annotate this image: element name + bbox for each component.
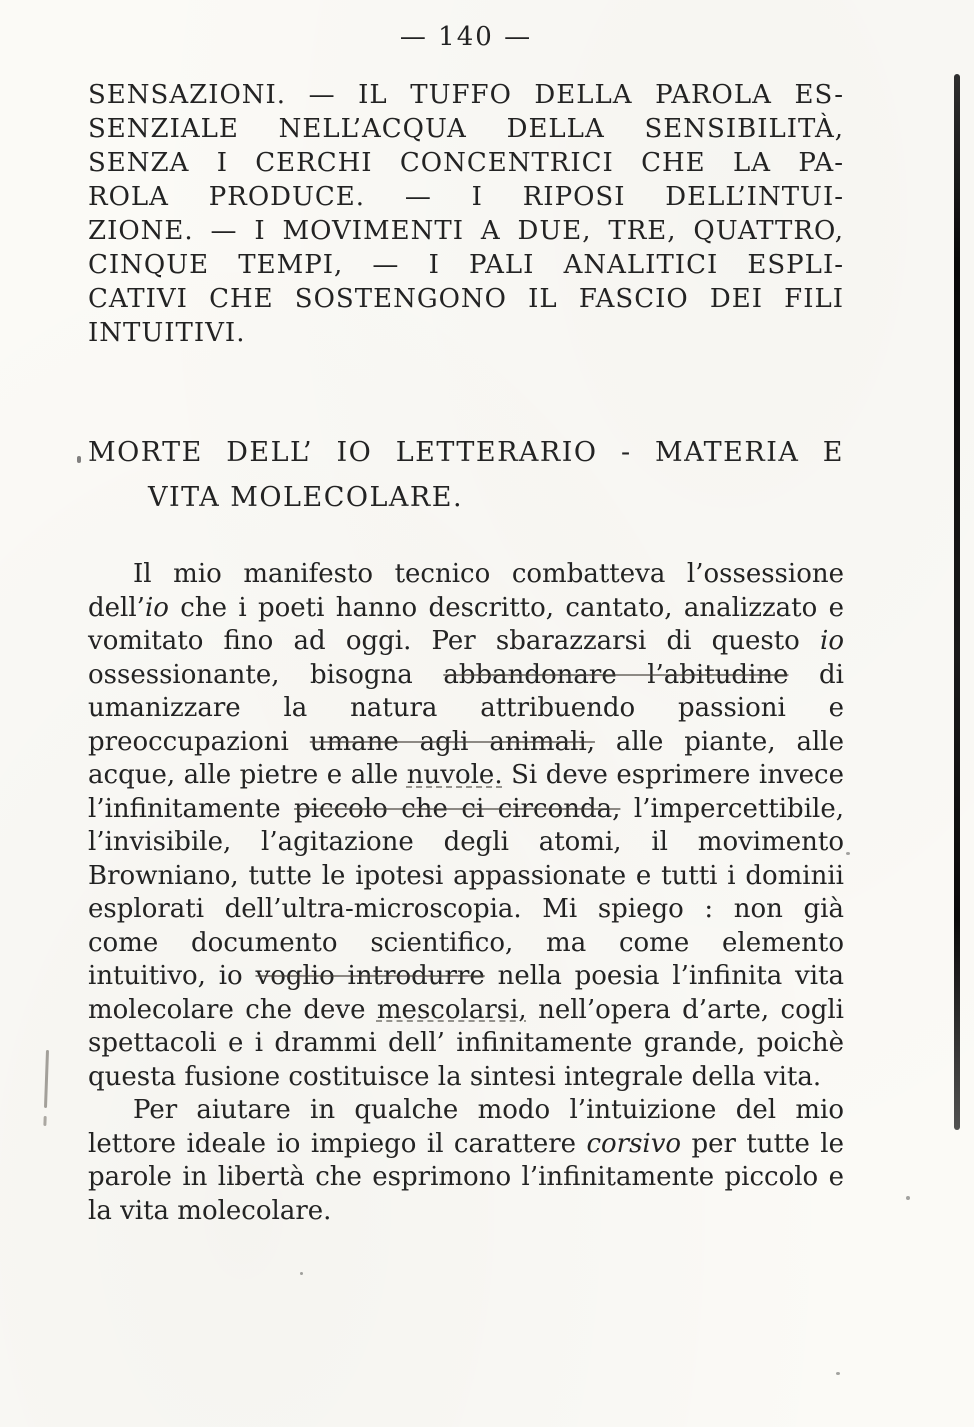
italic-word-io: io — [820, 626, 844, 656]
lead-line: CATIVI CHE SOSTENGONO IL FASCIO DEI FILI — [88, 284, 844, 314]
annotated-segment: umane agli animali, — [309, 726, 595, 757]
scan-speck — [300, 1272, 303, 1275]
margin-pencil-mark — [44, 1050, 49, 1108]
scan-speck — [906, 1196, 910, 1200]
page-number: — 140 — — [399, 22, 533, 52]
lead-line: ZIONE. — I MOVIMENTI A DUE, TRE, QUATTRO, — [88, 216, 844, 246]
text-segment: alle piante, alle acque, alle pietre e alle — [88, 726, 844, 790]
body-paragraph-2 — [88, 1094, 844, 1228]
lead-line: SENZIALE NELL’ACQUA DELLA SENSIBILITÀ, — [88, 114, 844, 144]
lead-line: SENSAZIONI. — IL TUFFO DELLA PAROLA ES- — [88, 80, 844, 110]
lead-paragraph — [88, 78, 844, 350]
scan-speck — [846, 852, 850, 855]
section-heading — [88, 430, 844, 520]
text-segment: nella poesia l’infinita vita molecolare che deve — [88, 961, 845, 1025]
text-segment: Si deve esprimere invece l’infinitamente — [88, 760, 844, 824]
annotated-segment: abbandonare l’abitudine — [443, 659, 789, 690]
text-segment: ossessionante, bisogna — [88, 659, 444, 690]
lead-line: SENZA I CERCHI CONCENTRICI CHE LA PA- — [88, 148, 844, 178]
text-segment: Per aiutare in qualche modo l’intuizione del mio lettore ideale io impiego il carattere — [88, 1095, 844, 1159]
text-segment: l’impercettibile, l’invisibile, l’agitazione degli atomi, il movimento Browniano, tutte le ipotesi appassionate e tutti i dominii esplorati dell’ultra-microscopia. Mi spiego : non già come documento scientifico, ma come elemento intuitivo, io — [88, 793, 844, 991]
scan-speck — [77, 456, 81, 463]
text-segment: nell’opera d’arte, cogli spettacoli e i drammi dell’ infinitamente grande, poichè questa fusione costituisce la sintesi integrale della vita. — [88, 994, 844, 1092]
text-segment: Il mio manifesto tecnico combatteva l’ossessione dell’ — [88, 559, 844, 623]
annotated-segment: nuvole. — [406, 760, 503, 790]
annotated-segment: voglio introdurre — [255, 961, 485, 991]
italic-word-io: io — [144, 592, 169, 623]
heading-line-2: VITA MOLECOLARE. — [148, 482, 464, 513]
body-text — [88, 558, 844, 1228]
heading-line-1: MORTE DELL’ IO LETTERARIO - MATERIA E — [88, 437, 844, 468]
page-content — [88, 16, 844, 1228]
lead-line: CINQUE TEMPI, — I PALI ANALITICI ESPLI- — [88, 250, 844, 280]
body-paragraph-1 — [88, 558, 844, 1094]
annotated-segment: mescolarsi, — [376, 994, 527, 1025]
scan-edge-line — [954, 74, 960, 1130]
lead-line: INTUITIVI. — [88, 318, 246, 348]
text-segment: per tutte le parole in libertà che esprimono l’infinitamente piccolo e la vita molecolare. — [88, 1128, 844, 1226]
italic-word-corsivo: corsivo — [586, 1128, 682, 1159]
annotated-segment: piccolo che ci circonda, — [294, 793, 621, 824]
text-segment: di umanizzare la natura attribuendo passioni e preoccupazioni — [88, 659, 844, 757]
scan-speck — [836, 1372, 840, 1375]
lead-line: ROLA PRODUCE. — I RIPOSI DELL’INTUI- — [88, 182, 844, 212]
text-segment: che i poeti hanno descritto, cantato, analizzato e vomitato fino ad oggi. Per sbarazzarsi di questo — [88, 592, 844, 656]
